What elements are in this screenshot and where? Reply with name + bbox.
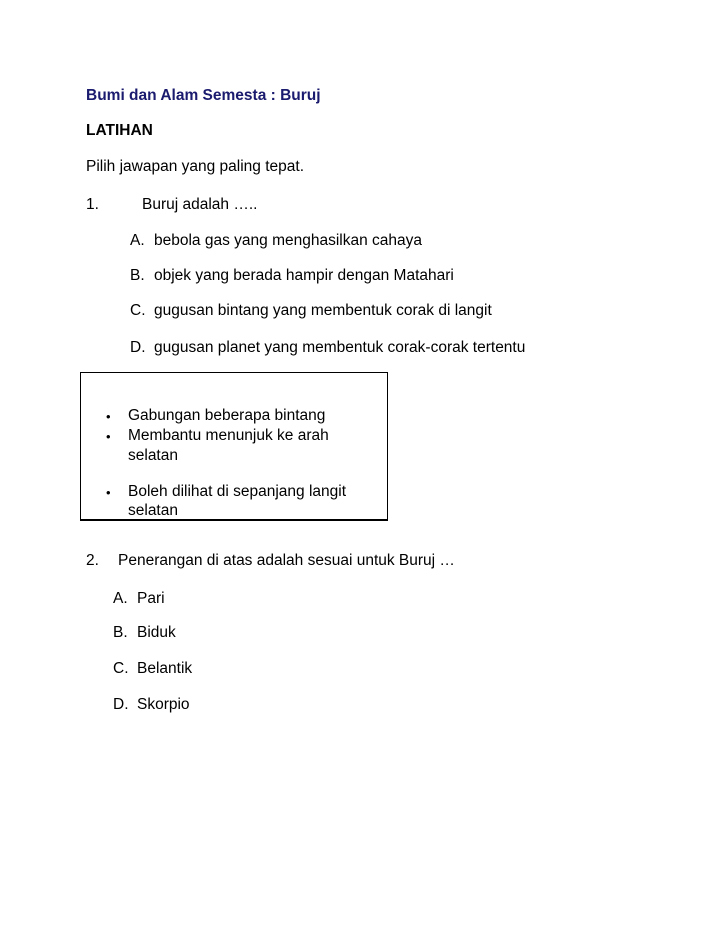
option-text: bebola gas yang menghasilkan cahaya [154, 232, 422, 249]
option-letter: A. [130, 232, 145, 249]
option-text: objek yang berada hampir dengan Matahari [154, 267, 454, 284]
clue-text-continued: selatan [128, 447, 178, 464]
option-letter: D. [130, 339, 146, 356]
section-title: LATIHAN [86, 122, 153, 139]
option-text: gugusan bintang yang membentuk corak di langit [154, 302, 492, 319]
bullet-icon: • [106, 409, 111, 424]
option-letter: C. [130, 302, 146, 319]
option-letter: B. [130, 267, 145, 284]
bullet-icon: • [106, 429, 111, 444]
option-text: Pari [137, 590, 165, 607]
option-letter: A. [113, 590, 128, 607]
option-letter: D. [113, 696, 129, 713]
clue-text: Gabungan beberapa bintang [128, 407, 326, 424]
instruction-text: Pilih jawapan yang paling tepat. [86, 158, 305, 175]
bullet-icon: • [106, 485, 111, 500]
clue-text-continued: selatan [128, 502, 178, 519]
option-letter: B. [113, 624, 128, 641]
option-text: gugusan planet yang membentuk corak-corak tertentu [154, 339, 526, 356]
option-text: Skorpio [137, 696, 190, 713]
question-text: Buruj adalah ….. [142, 196, 258, 213]
option-letter: C. [113, 660, 129, 677]
option-text: Belantik [137, 660, 193, 677]
clue-text: Boleh dilihat di sepanjang langit [128, 483, 347, 500]
question-number: 1. [86, 196, 99, 213]
question-number: 2. [86, 552, 99, 569]
page-heading: Bumi dan Alam Semesta : Buruj [86, 87, 321, 104]
option-text: Biduk [137, 624, 176, 641]
question-text: Penerangan di atas adalah sesuai untuk Buruj … [118, 552, 455, 569]
clue-text: Membantu menunjuk ke arah [128, 427, 329, 444]
